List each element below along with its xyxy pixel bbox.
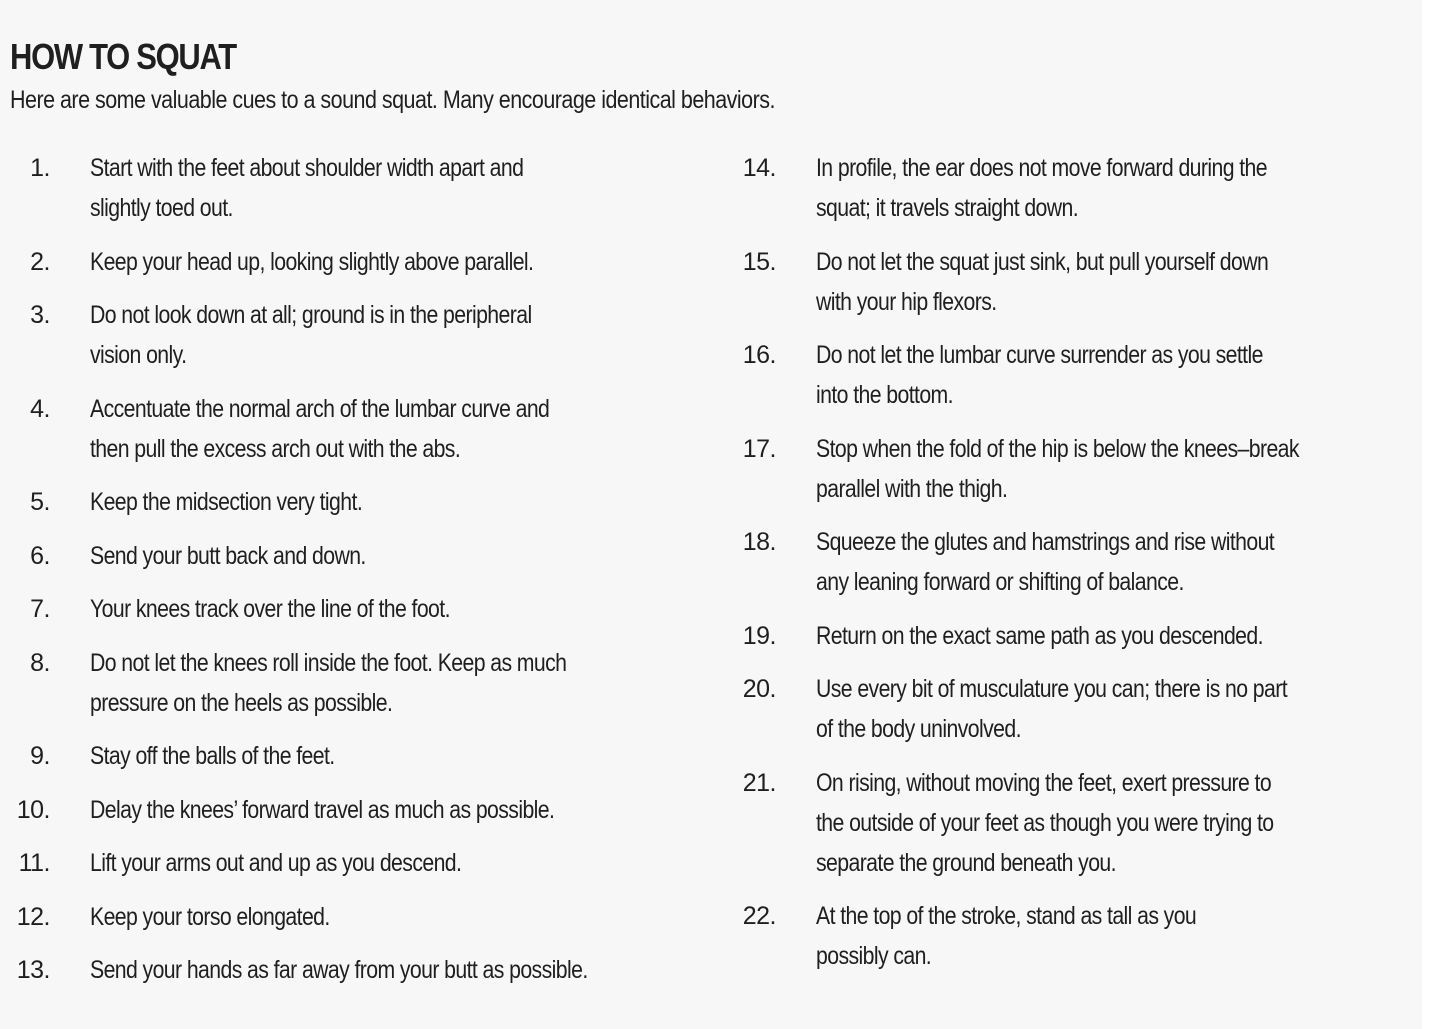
cue-item	[0, 643, 700, 723]
cue-number: 20.	[742, 675, 776, 703]
cue-text-line: squat; it travels straight down.	[816, 194, 1079, 222]
cue-item	[0, 295, 700, 375]
cue-item	[728, 335, 1418, 415]
cue-number: 9.	[30, 742, 50, 770]
cue-number: 22.	[742, 902, 776, 930]
cue-text-line: Stay off the balls of the feet.	[90, 742, 335, 770]
cue-text-line: Do not look down at all; ground is in the peripheral	[90, 301, 532, 329]
cue-text-line: Do not let the squat just sink, but pull yourself down	[816, 247, 1269, 276]
cue-item	[0, 736, 700, 776]
cue-text-line: pressure on the heels as possible.	[90, 688, 393, 717]
cue-item	[0, 482, 700, 522]
cue-text-line: Delay the knees’ forward travel as much as possible.	[90, 795, 555, 824]
cue-text-line: parallel with the thigh.	[816, 474, 1008, 503]
cue-text-line: On rising, without moving the feet, exert pressure to	[816, 768, 1272, 797]
cue-list-right	[728, 148, 1418, 990]
cue-text-line: Your knees track over the line of the foot.	[90, 595, 450, 623]
cue-item	[728, 616, 1418, 656]
cue-number: 16.	[742, 341, 776, 369]
cue-text-line: any leaning forward or shifting of balance.	[816, 568, 1184, 596]
cue-text-line: then pull the excess arch out with the abs.	[90, 434, 461, 463]
page-edge	[1422, 0, 1440, 1029]
cue-number: 7.	[30, 595, 50, 623]
cue-number: 12.	[16, 902, 50, 931]
cue-text-line: Keep your torso elongated.	[90, 902, 330, 931]
cue-text-line: Send your butt back and down.	[90, 541, 366, 570]
cue-text-line: Accentuate the normal arch of the lumbar curve and	[90, 394, 550, 423]
cue-item	[728, 896, 1418, 976]
cue-text-line: of the body uninvolved.	[816, 715, 1021, 743]
cue-text-line: At the top of the stroke, stand as tall as you	[816, 902, 1197, 930]
page-subtitle: Here are some valuable cues to a sound squat. Many encourage identical behaviors.	[10, 86, 775, 114]
cue-text-line: Squeeze the glutes and hamstrings and rise without	[816, 528, 1275, 556]
cue-text-line: possibly can.	[816, 942, 932, 970]
cue-number: 19.	[742, 621, 776, 650]
cue-text-line: Stop when the fold of the hip is below the knees–break	[816, 434, 1299, 463]
cue-number: 8.	[30, 648, 50, 677]
cue-item	[0, 389, 700, 469]
cue-text-line: Keep your head up, looking slightly above parallel.	[90, 247, 534, 276]
cue-text-line: Do not let the knees roll inside the foot. Keep as much	[90, 648, 567, 677]
cue-item	[0, 897, 700, 937]
cue-item	[0, 790, 700, 830]
page-title: HOW TO SQUAT	[10, 36, 236, 77]
cue-text-line: In profile, the ear does not move forward during the	[816, 154, 1268, 182]
cue-item	[728, 669, 1418, 749]
cue-text-line: vision only.	[90, 341, 187, 369]
cue-item	[728, 429, 1418, 509]
cue-text-line: with your hip flexors.	[816, 287, 997, 316]
cue-text-line: Return on the exact same path as you descended.	[816, 621, 1263, 650]
cue-number: 14.	[742, 154, 776, 182]
cue-text-line: into the bottom.	[816, 381, 953, 409]
cue-text-line: Use every bit of musculature you can; there is no part	[816, 675, 1288, 703]
cue-number: 6.	[30, 541, 50, 570]
cue-text-line: Send your hands as far away from your butt as possible.	[90, 956, 588, 984]
cue-text-line: separate the ground beneath you.	[816, 848, 1116, 877]
cue-text-line: Start with the feet about shoulder width apart and	[90, 154, 524, 182]
cue-text-line: Do not let the lumbar curve surrender as you settle	[816, 341, 1263, 369]
cue-item	[728, 148, 1418, 228]
cue-number: 5.	[30, 488, 50, 516]
cue-number: 13.	[16, 956, 50, 984]
cue-item	[0, 589, 700, 629]
cue-text-line: slightly toed out.	[90, 194, 233, 222]
cue-number: 17.	[742, 434, 776, 463]
cue-item	[0, 950, 700, 990]
cue-number: 21.	[742, 768, 776, 797]
cue-text-line: the outside of your feet as though you were trying to	[816, 808, 1274, 837]
cue-number: 18.	[742, 528, 776, 556]
cue-item	[728, 242, 1418, 322]
cue-text-line: Lift your arms out and up as you descend.	[90, 849, 462, 877]
cue-number: 1.	[30, 154, 50, 182]
cue-number: 10.	[16, 795, 50, 824]
cue-item	[728, 522, 1418, 602]
cue-text-line: Keep the midsection very tight.	[90, 488, 363, 516]
cue-number: 15.	[742, 247, 776, 276]
cue-number: 11.	[18, 849, 50, 877]
cue-item	[0, 242, 700, 282]
cue-item	[0, 536, 700, 576]
cue-number: 2.	[30, 247, 50, 276]
cue-item	[0, 148, 700, 228]
cue-number: 4.	[30, 394, 50, 423]
cue-number: 3.	[30, 301, 50, 329]
cue-list-left	[0, 148, 700, 1004]
cue-item	[728, 763, 1418, 883]
cue-item	[0, 843, 700, 883]
